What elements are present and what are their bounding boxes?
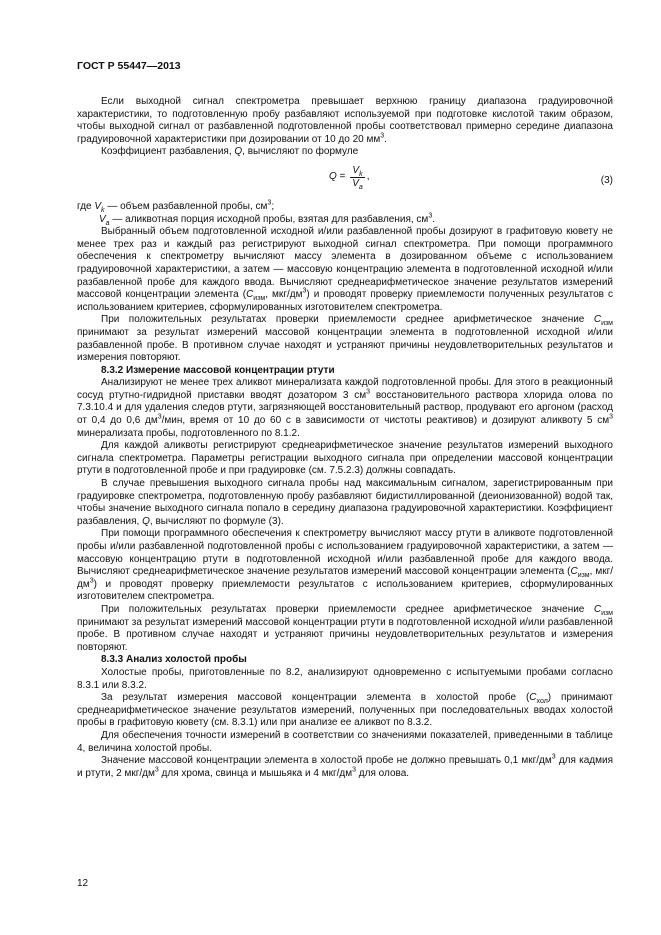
paragraph-dilution-intro: Если выходной сигнал спектрометра превышает верхнюю границу диапазона градуировочной характеристики, то подготовленную пробу разбавляют используемой при подготовке кислотой таким образом, чтобы выходной сигнал от разбавленной подготовленной пробы соответствовал примерно середине диапазона градуировочной характеристики при дозировании от 10 до 20 $мм^3$.	[77, 96, 613, 145]
formula-equals: =	[336, 171, 349, 183]
formula-fraction	[350, 165, 365, 190]
formula-lhs: Q	[329, 171, 337, 183]
formula-legend	[77, 201, 613, 226]
formula-3	[77, 161, 613, 199]
document-body	[77, 96, 613, 780]
formula-number: (3)	[600, 174, 613, 186]
formula-denominator: $V_a$	[352, 177, 363, 191]
section-heading-8-3-2: 8.3.2 Измерение массовой концентрации ртути	[101, 364, 335, 376]
paragraph-dilution-coefficient: Коэффициент разбавления, Q, вычисляют по формуле	[101, 146, 359, 158]
paragraph-blank-result: За результат измерения массовой концентрации элемента в холостой пробе $(C_{хол})$ принимают среднеарифметическое значение результатов измерений, полученных при последовательных вводах холостой пробы в графитовую кювету (см. 8.3.1) или при анализе ее аликвот по 8.3.2.	[77, 692, 614, 729]
paragraph-mercury-aliquots: Анализируют не менее трех аликвот минерализата каждой подготовленной пробы. Для этого в реакционный сосуд ртутно-гидридной приставки вводят дозатором 3 $см^3$ восстановительного раствора хлорида олова по 7.3.10.4 и для удаления следов ртути, загрязняющей восстановительный раствор, продувают его аргоном (расход от 0,4 до 0,6 $дм^3$/мин, время от 10 до 60 с в зависимости от чистоты реактивов) и дозируют аликвоту 5 $см^3$ минерализата пробы, подготовленного по 8.1.2.	[77, 377, 613, 439]
paragraph-blank-accuracy: Для обеспечения точности измерений в соответствии со значениями показателей, приведенными в таблице 4, величина холостой пробы.	[77, 729, 613, 754]
paragraph-blank-limits: Значение массовой концентрации элемента в холостой пробе не должно превышать 0,1 мкг/$дм^3$ для кадмия и ртути, 2 мкг/$дм^3$ для хрома, свинца и мышьяка и 4 мкг/$дм^3$ для олова.	[77, 753, 613, 779]
page-number: 12	[77, 878, 89, 889]
paragraph-blank-samples: Холостые пробы, приготовленные по 8.2, анализируют одновременно с испытуемыми пробами согласно 8.3.1 или 8.3.2.	[77, 666, 613, 691]
paragraph-mercury-registration: Для каждой аликвоты регистрируют среднеарифметическое значение результатов измерений выходного сигнала спектрометра. Параметры регистрации выходного сигнала при определении массовой концентрации ртути в подготовленной пробе и при градуировке (см. 7.5.2.3) должны совпадать.	[77, 440, 613, 477]
legend-row-va: $V_a$ — аликвотная порция исходной пробы, взятая для разбавления, $см^3$.	[99, 212, 435, 227]
paragraph-dosing-graphite: Выбранный объем подготовленной исходной и/или разбавленной пробы дозируют в графитовую кювету не менее трех раз и каждый раз регистрируют выходной сигнал спектрометра. При помощи программного обеспечения к спектрометру вычисляют массу элемента в дозированном объеме с использованием градуировочной характеристики, а затем — массовую концентрацию элемента в подготовленной исходной и/или разбавленной пробе для каждого ввода. Вычисляют среднеарифметическое значение результатов измерений массовой концентрации элемента ($C_{изм}$, мкг/$дм^3$) и проводят проверку приемлемости полученных результатов с использованием критериев, сформулированных изготовителем спектрометра.	[77, 226, 613, 313]
paragraph-mercury-acceptance: При положительных результатах проверки приемлемости среднее арифметическое значение $C_{изм}$ принимают за результат измерений массовой концентрации ртути в подготовленной исходной и/или разбавленной пробе. В противном случае находят и устраняют причины неудовлетворительных результатов и измерения повторяют.	[77, 603, 613, 653]
formula-expression	[329, 165, 370, 190]
legend-row-vk: где $V_k$ — объем разбавленной пробы, $см^3$;	[77, 199, 275, 214]
paragraph-mercury-dilution: В случае превышения выходного сигнала пробы над максимальным сигналом, зарегистрированным при градуировке спектрометра, подготовленную пробу разбавляют бидистиллированной (деионизованной) водой так, чтобы значение выходного сигнала попало в середину диапазона градуировочной характеристики. Коэффициент разбавления, Q, вычисляют по формуле (3).	[77, 478, 613, 527]
paragraph-mercury-calculation: При помощи программного обеспечения к спектрометру вычисляют массу ртути в аликвоте подготовленной пробы и/или разбавленной подготовленной пробы с использованием градуировочной характеристики, а затем — массовую концентрацию ртути в подготовленной исходной и/или разбавленной пробе для каждого ввода. Вычисляют среднеарифметическое значение результатов измерений массовой концентрации элемента ($C_{изм}$, мкг/$дм^3$) и проводят проверку приемлемости результатов с использованием критериев, сформулированных изготовителем спектрометра.	[77, 528, 614, 603]
paragraph-acceptance-result: При положительных результатах проверки приемлемости среднее арифметическое значение $C_{изм}$ принимают за результат измерений массовой концентрации элемента в подготовленной исходной и/или разбавленной пробе. В противном случае находят и устраняют причины неудовлетворительных результатов и измерения повторяют.	[77, 314, 613, 364]
standard-header: ГОСТ Р 55447—2013	[77, 60, 181, 72]
formula-numerator: $V_k$	[352, 164, 363, 178]
formula-tail: ,	[366, 171, 370, 183]
section-heading-8-3-3: 8.3.3 Анализ холостой пробы	[101, 654, 247, 666]
